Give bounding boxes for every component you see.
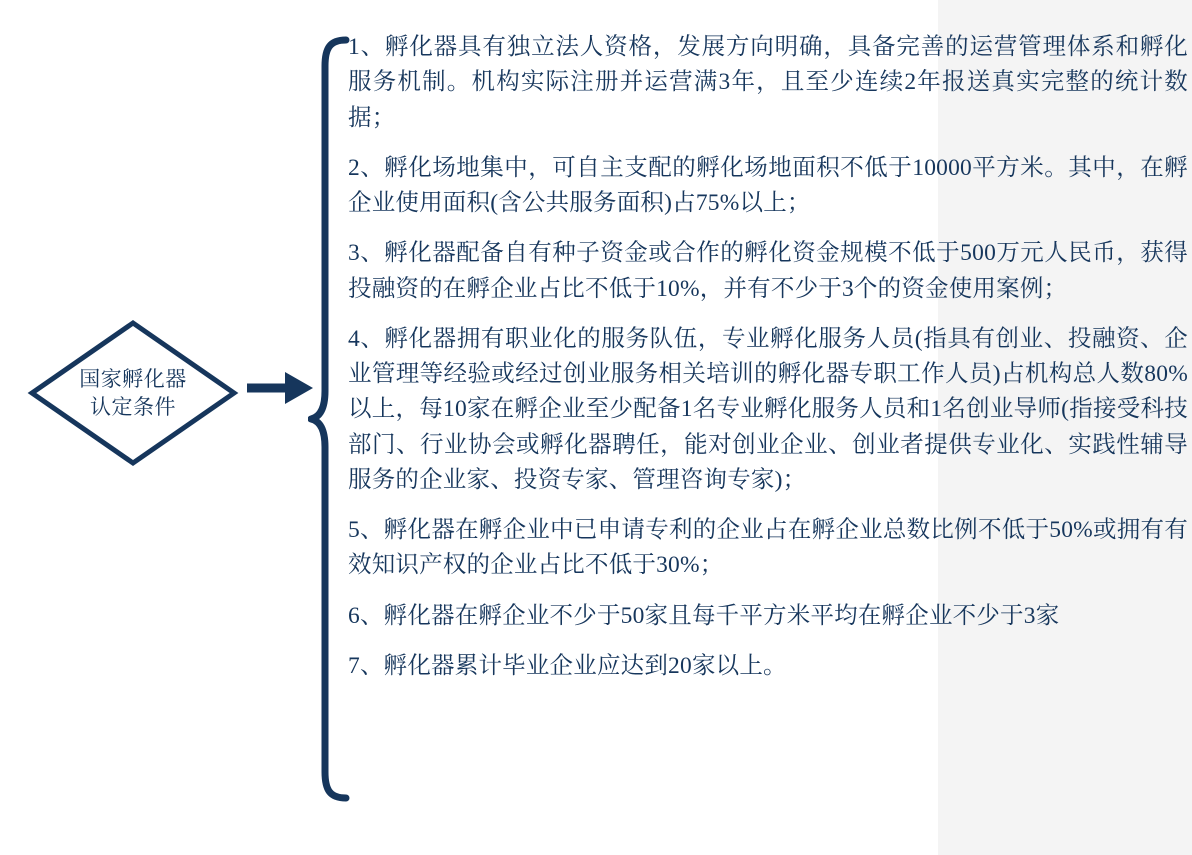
diamond-node-line1: 国家孵化器 <box>79 366 187 391</box>
diamond-node[interactable] <box>27 318 239 468</box>
arrow-right-icon <box>245 358 317 418</box>
condition-item-5: 5、孵化器在孵企业中已申请专利的企业占在孵企业总数比例不低于50%或拥有有效知识产权的企业占比不低于30%； <box>348 517 1188 579</box>
condition-item-7: 7、孵化器累计毕业企业应达到20家以上。 <box>348 652 787 679</box>
condition-item-2: 2、孵化场地集中，可自主支配的孵化场地面积不低于10000平方米。其中，在孵企业使用面积(含公共服务面积)占75%以上； <box>348 154 1188 216</box>
condition-item-3: 3、孵化器配备自有种子资金或合作的孵化资金规模不低于500万元人民币，获得投融资的在孵企业占比不低于10%，并有不少于3个的资金使用案例； <box>348 240 1188 302</box>
condition-item-6: 6、孵化器在孵企业不少于50家且每千平方米平均在孵企业不少于3家 <box>348 602 1060 629</box>
conditions-list <box>348 30 1188 684</box>
left-curly-brace-icon <box>308 36 350 802</box>
condition-item-4: 4、孵化器拥有职业化的服务队伍，专业孵化服务人员(指具有创业、投融资、企业管理等经验或经过创业服务相关培训的孵化器专职工作人员)占机构总人数80%以上，每10家在孵企业至少配备1名专业孵化服务人员和1名创业导师(指接受科技部门、行业协会或孵化器聘任，能对创业企业、创业者提供专业化、实践性辅导服务的企业家、投资专家、管理咨询专家)； <box>348 325 1188 493</box>
condition-item-1: 1、孵化器具有独立法人资格，发展方向明确，具备完善的运营管理体系和孵化服务机制。机构实际注册并运营满3年，且至少连续2年报送真实完整的统计数据； <box>348 34 1188 131</box>
diamond-node-line2: 认定条件 <box>90 395 176 419</box>
diamond-shape-icon <box>27 318 239 468</box>
